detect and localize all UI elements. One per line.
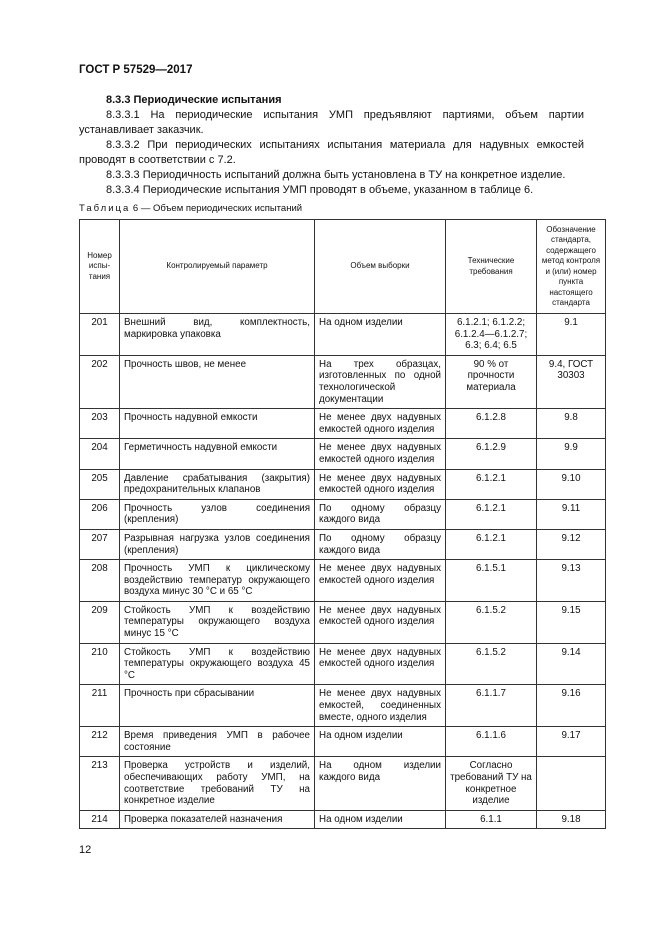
- cell-requirements: 6.1.2.1: [446, 469, 537, 499]
- table-row: [80, 685, 606, 727]
- cell-standard-reference: [537, 757, 606, 810]
- cell-requirements: 6.1.5.2: [446, 643, 537, 685]
- cell-sample-size: Не менее двух надувных емкостей одного изделия: [315, 409, 446, 439]
- table-caption-text: 6 — Объем периодических испытаний: [132, 203, 303, 214]
- cell-parameter: Разрывная нагрузка узлов соединения (крепления): [120, 529, 315, 559]
- cell-parameter: Стойкость УМП к воздействию температуры окружающего воздуха 45 °С: [120, 643, 315, 685]
- cell-standard-reference: 9.14: [537, 643, 606, 685]
- page-number: 12: [79, 844, 92, 856]
- cell-parameter: Прочность узлов соединения (крепления): [120, 499, 315, 529]
- cell-requirements: 6.1.2.1: [446, 499, 537, 529]
- cell-standard-reference: 9.11: [537, 499, 606, 529]
- table-row: [80, 560, 606, 602]
- cell-test-number: 207: [80, 529, 120, 559]
- header-standard-reference: Обозначение стандарта, содержащего метод контроля и (или) номер пункта настоящего стандарта: [537, 220, 606, 314]
- cell-parameter: Давление срабатывания (закрытия) предохранительных клапанов: [120, 469, 315, 499]
- cell-requirements: 6.1.2.1: [446, 529, 537, 559]
- table-row: [80, 727, 606, 757]
- cell-sample-size: Не менее двух надувных емкостей одного изделия: [315, 469, 446, 499]
- paragraph: 8.3.3.3 Периодичность испытаний должна быть установлена в ТУ на конкретное изделие.: [106, 169, 566, 181]
- cell-test-number: 214: [80, 810, 120, 829]
- paragraph: 8.3.3.1 На периодические испытания УМП предъявляют партиями, объем партии устанавливает заказчик.: [79, 109, 584, 136]
- cell-sample-size: По одному образцу каждого вида: [315, 499, 446, 529]
- cell-requirements: 6.1.2.1; 6.1.2.2; 6.1.2.4—6.1.2.7; 6.3; 6.4; 6.5: [446, 314, 537, 356]
- periodic-tests-table: [79, 219, 606, 829]
- header-requirements: Технические требования: [446, 220, 537, 314]
- table-caption-prefix: Таблица: [79, 203, 131, 214]
- cell-standard-reference: 9.8: [537, 409, 606, 439]
- cell-requirements: 6.1.5.1: [446, 560, 537, 602]
- cell-test-number: 208: [80, 560, 120, 602]
- cell-requirements: 90 % от прочности материала: [446, 355, 537, 408]
- cell-sample-size: Не менее двух надувных емкостей одного изделия: [315, 643, 446, 685]
- cell-standard-reference: 9.9: [537, 439, 606, 469]
- header-sample-size: Объем выборки: [315, 220, 446, 314]
- cell-parameter: Стойкость УМП к воздействию температуры окружающего воздуха минус 15 °С: [120, 601, 315, 643]
- cell-sample-size: На одном изделии каждого вида: [315, 757, 446, 810]
- table-row: [80, 601, 606, 643]
- header-parameter: Контролируемый параметр: [120, 220, 315, 314]
- cell-requirements: 6.1.1.7: [446, 685, 537, 727]
- table-row: [80, 439, 606, 469]
- cell-parameter: Прочность швов, не менее: [120, 355, 315, 408]
- cell-parameter: Внешний вид, комплектность, маркировка упаковка: [120, 314, 315, 356]
- cell-test-number: 203: [80, 409, 120, 439]
- cell-sample-size: Не менее двух надувных емкостей, соединенных вместе, одного изделия: [315, 685, 446, 727]
- cell-standard-reference: 9.12: [537, 529, 606, 559]
- cell-test-number: 201: [80, 314, 120, 356]
- cell-sample-size: На трех образцах, изготовленных по одной технологической документации: [315, 355, 446, 408]
- cell-sample-size: Не менее двух надувных емкостей одного изделия: [315, 560, 446, 602]
- cell-parameter: Прочность УМП к циклическому воздействию температур окружающего воздуха минус 30 °С и 65 °С: [120, 560, 315, 602]
- cell-test-number: 204: [80, 439, 120, 469]
- cell-parameter: Время приведения УМП в рабочее состояние: [120, 727, 315, 757]
- table-row: [80, 810, 606, 829]
- cell-standard-reference: 9.18: [537, 810, 606, 829]
- table-row: [80, 314, 606, 356]
- cell-parameter: Прочность надувной емкости: [120, 409, 315, 439]
- cell-standard-reference: 9.15: [537, 601, 606, 643]
- table-row: [80, 757, 606, 810]
- cell-parameter: Проверка показателей назначения: [120, 810, 315, 829]
- cell-sample-size: На одном изделии: [315, 727, 446, 757]
- paragraph: 8.3.3.2 При периодических испытаниях испытания материала для надувных емкостей проводят в соответствии с 7.2.: [79, 139, 584, 166]
- cell-requirements: 6.1.1.6: [446, 727, 537, 757]
- cell-requirements: Согласно требований ТУ на конкретное изделие: [446, 757, 537, 810]
- paragraph: 8.3.3.4 Периодические испытания УМП проводят в объеме, указанном в таблице 6.: [106, 184, 534, 196]
- cell-sample-size: На одном изделии: [315, 810, 446, 829]
- cell-sample-size: По одному образцу каждого вида: [315, 529, 446, 559]
- cell-standard-reference: 9.16: [537, 685, 606, 727]
- header-test-number: Номер испы- тания: [80, 220, 120, 314]
- cell-requirements: 6.1.5.2: [446, 601, 537, 643]
- cell-test-number: 210: [80, 643, 120, 685]
- table-body: [80, 314, 606, 829]
- table-row: [80, 499, 606, 529]
- table-row: [80, 529, 606, 559]
- cell-standard-reference: 9.1: [537, 314, 606, 356]
- cell-sample-size: На одном изделии: [315, 314, 446, 356]
- cell-sample-size: Не менее двух надувных емкостей одного изделия: [315, 439, 446, 469]
- cell-test-number: 211: [80, 685, 120, 727]
- cell-parameter: Герметичность надувной емкости: [120, 439, 315, 469]
- table-header-row: [80, 220, 606, 314]
- table-row: [80, 643, 606, 685]
- cell-test-number: 213: [80, 757, 120, 810]
- cell-test-number: 205: [80, 469, 120, 499]
- section-8-3-3: [79, 93, 584, 198]
- table-row: [80, 409, 606, 439]
- cell-sample-size: Не менее двух надувных емкостей одного изделия: [315, 601, 446, 643]
- cell-test-number: 202: [80, 355, 120, 408]
- cell-parameter: Прочность при сбрасывании: [120, 685, 315, 727]
- section-title: 8.3.3 Периодические испытания: [106, 94, 282, 106]
- cell-standard-reference: 9.17: [537, 727, 606, 757]
- table-row: [80, 469, 606, 499]
- cell-standard-reference: 9.13: [537, 560, 606, 602]
- cell-parameter: Проверка устройств и изделий, обеспечивающих работу УМП, на соответствие требований ТУ на конкретное изделие: [120, 757, 315, 810]
- cell-test-number: 206: [80, 499, 120, 529]
- cell-requirements: 6.1.2.8: [446, 409, 537, 439]
- cell-test-number: 212: [80, 727, 120, 757]
- cell-requirements: 6.1.1: [446, 810, 537, 829]
- cell-test-number: 209: [80, 601, 120, 643]
- table-caption: [79, 203, 302, 214]
- cell-standard-reference: 9.4, ГОСТ 30303: [537, 355, 606, 408]
- table-row: [80, 355, 606, 408]
- document-header: ГОСТ Р 57529—2017: [79, 64, 193, 76]
- cell-requirements: 6.1.2.9: [446, 439, 537, 469]
- cell-standard-reference: 9.10: [537, 469, 606, 499]
